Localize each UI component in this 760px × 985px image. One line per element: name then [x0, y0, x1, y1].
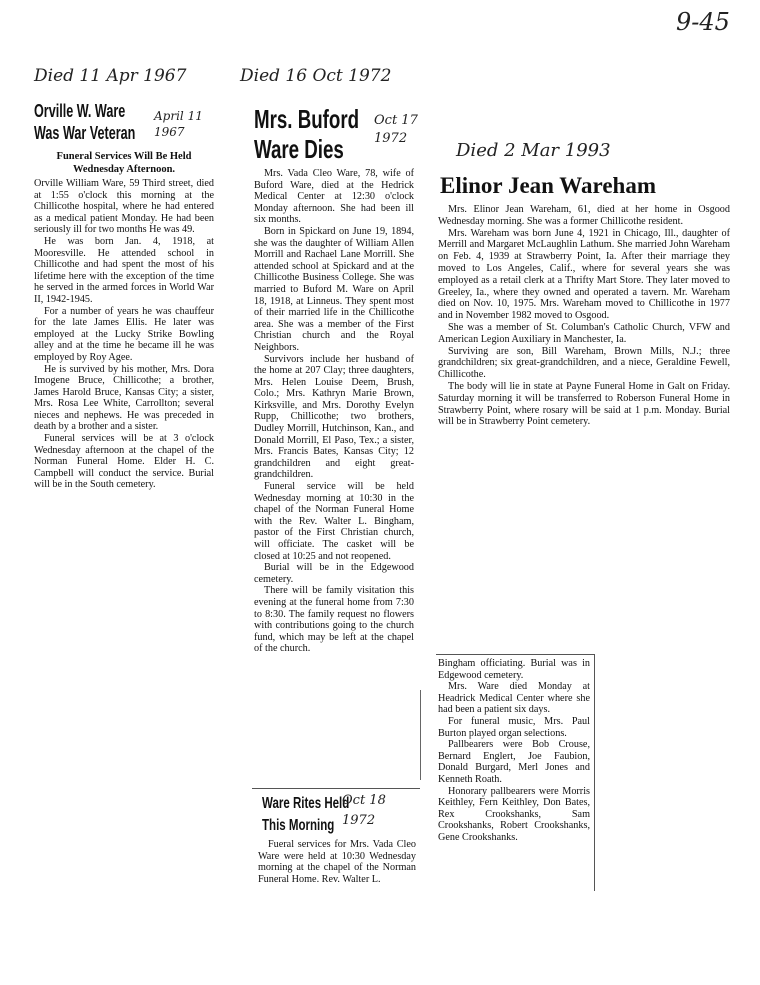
col2-paragraph: Funeral service will be held Wednesday morning at 10:30 in the chapel of the Norman Funeral Home with the Rev. Walter L. Bingham, pastor of the First Christian church, will officiate. The casket will be closed at 10:25 and not reopened. [254, 481, 414, 562]
col1-handwritten-date: Died 11 Apr 1967 [34, 66, 187, 86]
col1-paragraph: Orville William Ware, 59 Third street, died at 1:55 o'clock this morning at the Chillicothe hospital, where he had entered as a medical patient Monday. He had been seriously ill for two months He was 49. [34, 178, 214, 236]
col3-paragraph: Mrs. Wareham was born June 4, 1921 in Chicago, Ill., daughter of Merrill and Margaret McLaughlin Lathum. She married John Wareham on Feb. 4, 1939 at Strawberry Point, Ia. After their marriage they moved to Los Angeles, Calif., where for several years she was employed as a retail clerk at a Thrifty Mart Store. They later moved to Greeley, Ia., where they owned and operated a tavern. Mr. Wareham died on Nov. 10, 1975. Mrs. Wareham moved to Chillicothe in 1977 and in November 1982 moved to Osgood. [438, 227, 730, 322]
clipping-ware-rites [252, 788, 420, 895]
col2-body [254, 168, 414, 655]
rites-headline-note: Oct 18 1972 [342, 793, 386, 828]
col1-headline: Orville W. Ware Was War Veteran [34, 101, 136, 143]
col3-handwritten-date: Died 2 Mar 1993 [456, 140, 611, 161]
rites-cont-paragraph: Honorary pallbearers were Morris Keithley, Fern Keithley, Don Bates, Rex Crookshanks, Sam Crookshanks, Robert Crookshanks, Gene Crookshanks. [438, 785, 590, 843]
col2-handwritten-date: Died 16 Oct 1972 [240, 66, 392, 86]
rites-paragraph: Fueral services for Mrs. Vada Cleo Ware were held at 10:30 Wednesday morning at the chapel of the Norman Funeral Home. Rev. Walter L. [258, 839, 416, 885]
col1-paragraph: Funeral services will be at 3 o'clock Wednesday afternoon at the chapel of the Norman Funeral Home. Elder H. C. Campbell will conduct the service. Burial will be in the South cemetery. [34, 433, 214, 491]
rites-cont-paragraph: Pallbearers were Bob Crouse, Bernard Englert, Joe Faubion, Donald Burgard, Merl Jones and Kenneth Roath. [438, 739, 590, 785]
clipping-elinor-wareham [438, 172, 734, 482]
corner-note: 9-45 [676, 8, 730, 36]
col1-body [34, 178, 214, 491]
rites-headline: Ware Rites Held This Morning [262, 795, 350, 834]
col2-paragraph: Survivors include her husband of the home at 207 Clay; three daughters, Mrs. Helen Louise Deem, Brush, Colo.; Mrs. Kathryn Marie Brown, Kirksville, and Mrs. Dorothy Evelyn Rupp, Chillicothe; two brothers, Dudley Morrill, Hutchinson, Kan., and Donald Morrill, El Paso, Tex.; a sister, Mrs. Francis Bates, Kansas City; 12 grandchildren and eight great-grandchildren. [254, 353, 414, 481]
col3-body [438, 204, 730, 428]
col3-headline: Elinor Jean Wareham [440, 173, 656, 198]
rites-body [258, 839, 416, 885]
col2-paragraph: Burial will be in the Edgewood cemetery. [254, 562, 414, 585]
col2-headline-note: Oct 17 1972 [374, 113, 418, 146]
rites-cont-paragraph: For funeral music, Mrs. Paul Burton played organ selections. [438, 715, 590, 739]
col1-subhead: Funeral Services Will Be Held Wednesday Afternoon. [56, 151, 192, 175]
clipping-ware-rites-continued [436, 654, 595, 891]
col2-clip-edge [420, 690, 421, 780]
rites-cont-paragraph: Mrs. Ware died Monday at Headrick Medical Center where she had been a patient six days. [438, 681, 590, 716]
col3-paragraph: Mrs. Elinor Jean Wareham, 61, died at her home in Osgood Wednesday morning. She was a former Chillicothe resident. [438, 204, 730, 227]
col1-headline-note: April 11 1967 [154, 109, 203, 139]
col3-paragraph: Surviving are son, Bill Wareham, Brown Mills, N.J.; three grandchildren; six great-grandchildren, and a niece, Geraldine Fewell, Chillicothe. [438, 345, 730, 381]
clipping-buford-ware [254, 102, 419, 786]
col3-paragraph: She was a member of St. Columban's Catholic Church, VFW and American Legion Auxiliary in Manchester, Ia. [438, 321, 730, 345]
col1-paragraph: He is survived by his mother, Mrs. Dora Imogene Bruce, Chillicothe; a brother, James Harold Bruce, Kansas City; a sister, Mrs. Rosa Lee White, Carrollton; several nieces and nephews. He was preceded in death by a brother and a sister. [34, 363, 214, 433]
rites-cont-paragraph: Bingham officiating. Burial was in Edgewood cemetery. [438, 658, 590, 681]
col1-paragraph: For a number of years he was chauffeur for the late James Ellis. He later was employed at the Lucky Strike Bowling alley and at the time he became ill he was employed by Roy Agee. [34, 305, 214, 363]
col2-paragraph: There will be family visitation this evening at the funeral home from 7:30 to 8:30. The family request no flowers with contributions going to the church fund, which may be left at the chapel of the church. [254, 585, 414, 655]
col2-headline: Mrs. Buford Ware Dies [254, 104, 360, 164]
rites-cont-body [438, 658, 590, 844]
col2-paragraph: Born in Spickard on June 19, 1894, she was the daughter of William Allen Morrill and Rachael Lane Morrill. She attended school at Spickard and at the Chillicothe Business College. She was married to Buford M. Ware on April 18, 1918, at Linneus. They spent most of their married life in the Chillicothe area. She was a member of the First Christian church and the Royal Neighbors. [254, 225, 414, 353]
clipping-orville-ware [34, 100, 216, 590]
col2-paragraph: Mrs. Vada Cleo Ware, 78, wife of Buford Ware, died at the Hedrick Medical Center at 12:30 o'clock Monday afternoon. She had been ill six months. [254, 168, 414, 226]
col1-paragraph: He was born Jan. 4, 1918, at Mooresville. He attended school in Chillicothe and had spent the most of his lifetime here with the exception of the time he served in the armed forces in World War II, 1942-1945. [34, 235, 214, 305]
col3-paragraph: The body will lie in state at Payne Funeral Home in Galt on Friday. Saturday morning it will be transferred to Roberson Funeral Home in Strawberry Point, where rosary will be said at 1 p.m. Monday. Burial will be in Strawberry Point cemetery. [438, 380, 730, 428]
